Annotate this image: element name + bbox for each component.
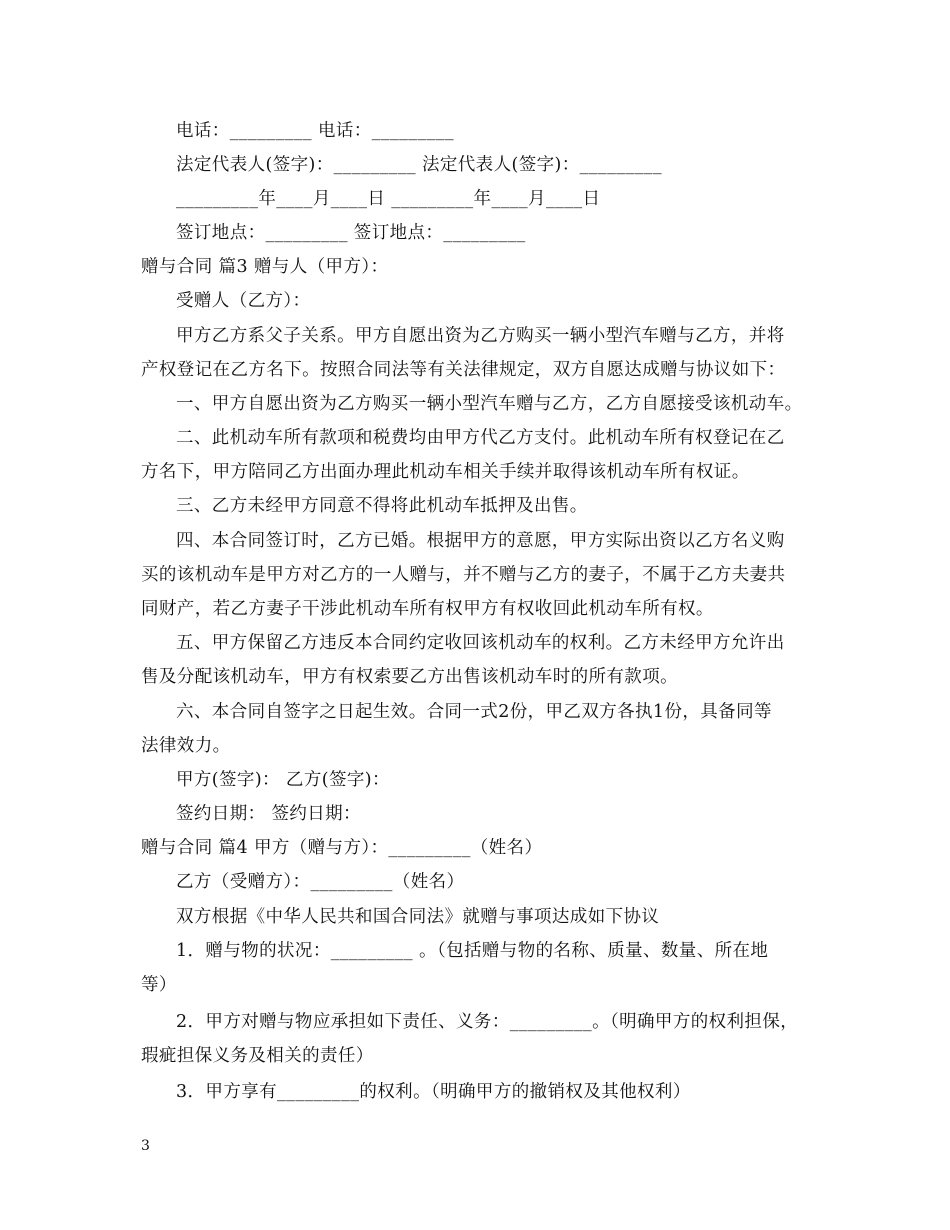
text-line: 签订地点：_________ 签订地点：_________ xyxy=(176,223,526,243)
text-line: 售及分配该机动车，甲方有权索要乙方出售该机动车时的所有款项。 xyxy=(141,667,678,687)
text-line: 法律效力。 xyxy=(141,736,231,756)
text-line: 瑕疵担保义务及相关的责任） xyxy=(141,1046,374,1066)
text-line: 签约日期： 签约日期： xyxy=(176,804,361,824)
text-line: 三、乙方未经甲方同意不得将此机动车抵押及出售。 xyxy=(176,496,588,516)
text-line: 五、甲方保留乙方违反本合同约定收回该机动车的权利。乙方未经甲方允许出 xyxy=(176,633,785,653)
text-line: 产权登记在乙方名下。按照合同法等有关法律规定，双方自愿达成赠与协议如下： xyxy=(141,360,786,380)
text-line: 受赠人（乙方）： xyxy=(176,291,311,311)
text-line: 电话：_________ 电话：_________ xyxy=(176,121,455,141)
text-line: 买的该机动车是甲方对乙方的一人赠与，并不赠与乙方的妻子，不属于乙方夫妻共 xyxy=(141,565,786,585)
text-line: 3．甲方享有_________的权利。（明确甲方的撤销权及其他权利） xyxy=(176,1082,691,1102)
text-line: 方名下，甲方陪同乙方出面办理此机动车相关手续并取得该机动车所有权证。 xyxy=(141,462,750,482)
text-line: _________年____月____日 _________年____月____日 xyxy=(176,189,601,209)
section-heading: 赠与合同 篇3 赠与人（甲方）： xyxy=(141,257,389,277)
page-number: 3 xyxy=(141,1138,150,1154)
text-line: 1．赠与物的状况：_________ 。（包括赠与物的名称、质量、数量、所在地 xyxy=(176,941,769,961)
text-line: 双方根据《中华人民共和国合同法》就赠与事项达成如下协议 xyxy=(176,907,660,927)
text-line: 同财产，若乙方妻子干涉此机动车所有权甲方有权收回此机动车所有权。 xyxy=(141,599,714,619)
text-line: 六、本合同自签字之日起生效。合同一式2份，甲乙双方各执1份，具备同等 xyxy=(176,702,772,722)
text-line: 甲方(签字)： 乙方(签字)： xyxy=(176,770,390,790)
text-line: 四、本合同签订时，乙方已婚。根据甲方的意愿，甲方实际出资以乙方名义购 xyxy=(176,531,785,551)
text-line: 2．甲方对赠与物应承担如下责任、义务：_________。（明确甲方的权利担保， xyxy=(176,1012,799,1032)
text-line: 乙方（受赠方）：_________（姓名） xyxy=(176,872,465,892)
text-line: 二、此机动车所有款项和税费均由甲方代乙方支付。此机动车所有权登记在乙 xyxy=(176,428,785,448)
text-line: 法定代表人(签字)：_________ 法定代表人(签字)：_________ xyxy=(176,155,662,175)
text-line: 甲方乙方系父子关系。甲方自愿出资为乙方购买一辆小型汽车赠与乙方，并将 xyxy=(176,326,785,346)
text-line: 一、甲方自愿出资为乙方购买一辆小型汽车赠与乙方，乙方自愿接受该机动车。 xyxy=(176,394,803,414)
section-heading: 赠与合同 篇4 甲方（赠与方）：_________（姓名） xyxy=(141,838,543,858)
text-line: 等） xyxy=(141,975,177,995)
